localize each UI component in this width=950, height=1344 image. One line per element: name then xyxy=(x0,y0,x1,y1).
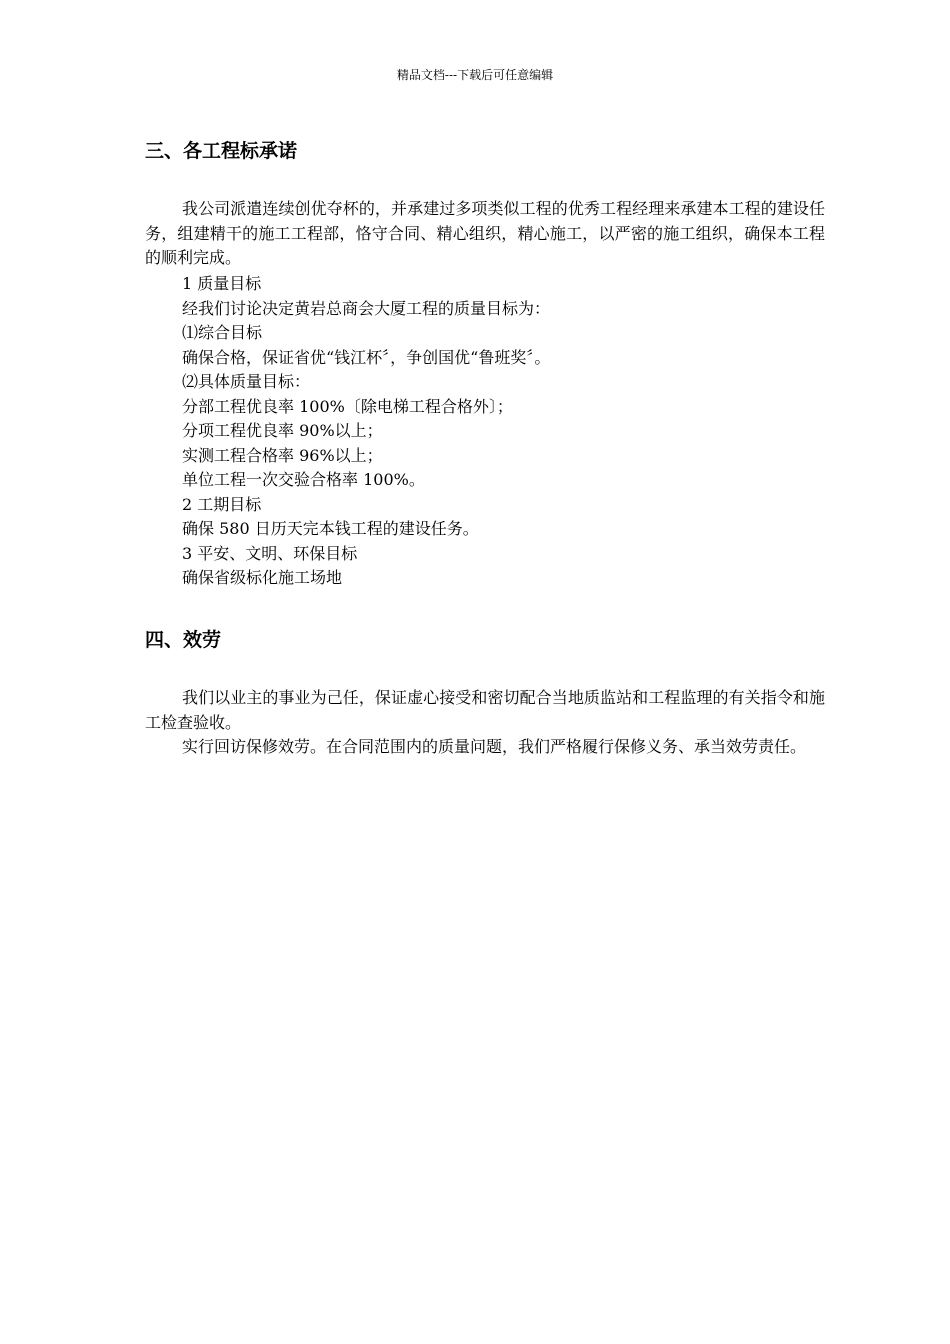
safety-goal-text: 确保省级标化施工场地 xyxy=(182,568,343,587)
specific-goal-item: 分部工程优良率 100%〔除电梯工程合格外〕； xyxy=(182,396,513,416)
section-4-heading: 四、效劳 xyxy=(145,629,222,651)
safety-goal-heading: 3 平安、文明、环保目标 xyxy=(182,543,358,563)
page-header: 精品文档---下载后可任意编辑 xyxy=(396,68,554,82)
specific-goal-item: 实测工程合格率 96%以上； xyxy=(182,445,383,465)
section-4-paragraph: 我们以业主的事业为己任，保证虚心接受和密切配合当地质监站和工程监理的有关指令和施工检查验收。 xyxy=(145,688,825,732)
section-4-paragraph: 实行回访保修效劳。在合同范围内的质量问题，我们严格履行保修义务、承当效劳责任。 xyxy=(182,737,807,756)
overall-goal-text: 确保合格，保证省优“钱江杯〞，争创国优“鲁班奖〞。 xyxy=(182,347,551,367)
specific-goal-heading: ⑵具体质量目标： xyxy=(182,372,311,391)
quality-goal-heading: 1 质量目标 xyxy=(182,274,262,293)
overall-goal-heading: ⑴综合目标 xyxy=(182,323,263,342)
schedule-goal-heading: 2 工期目标 xyxy=(182,494,262,514)
section-3-heading: 三、各工程标承诺 xyxy=(145,140,298,162)
specific-goal-item: 单位工程一次交验合格率 100%。 xyxy=(182,470,425,489)
schedule-goal-text: 确保 580 日历天完本钱工程的建设任务。 xyxy=(182,519,479,538)
specific-goal-item: 分项工程优良率 90%以上； xyxy=(182,421,383,440)
quality-goal-statement: 经我们讨论决定黄岩总商会大厦工程的质量目标为： xyxy=(182,298,551,318)
section-3-intro-paragraph: 我公司派遣连续创优夺杯的，并承建过多项类似工程的优秀工程经理来承建本工程的建设任务，组建精干的施工工程部，恪守合同、精心组织，精心施工，以严密的施工组织，确保本工程的顺利完成。 xyxy=(145,199,825,267)
